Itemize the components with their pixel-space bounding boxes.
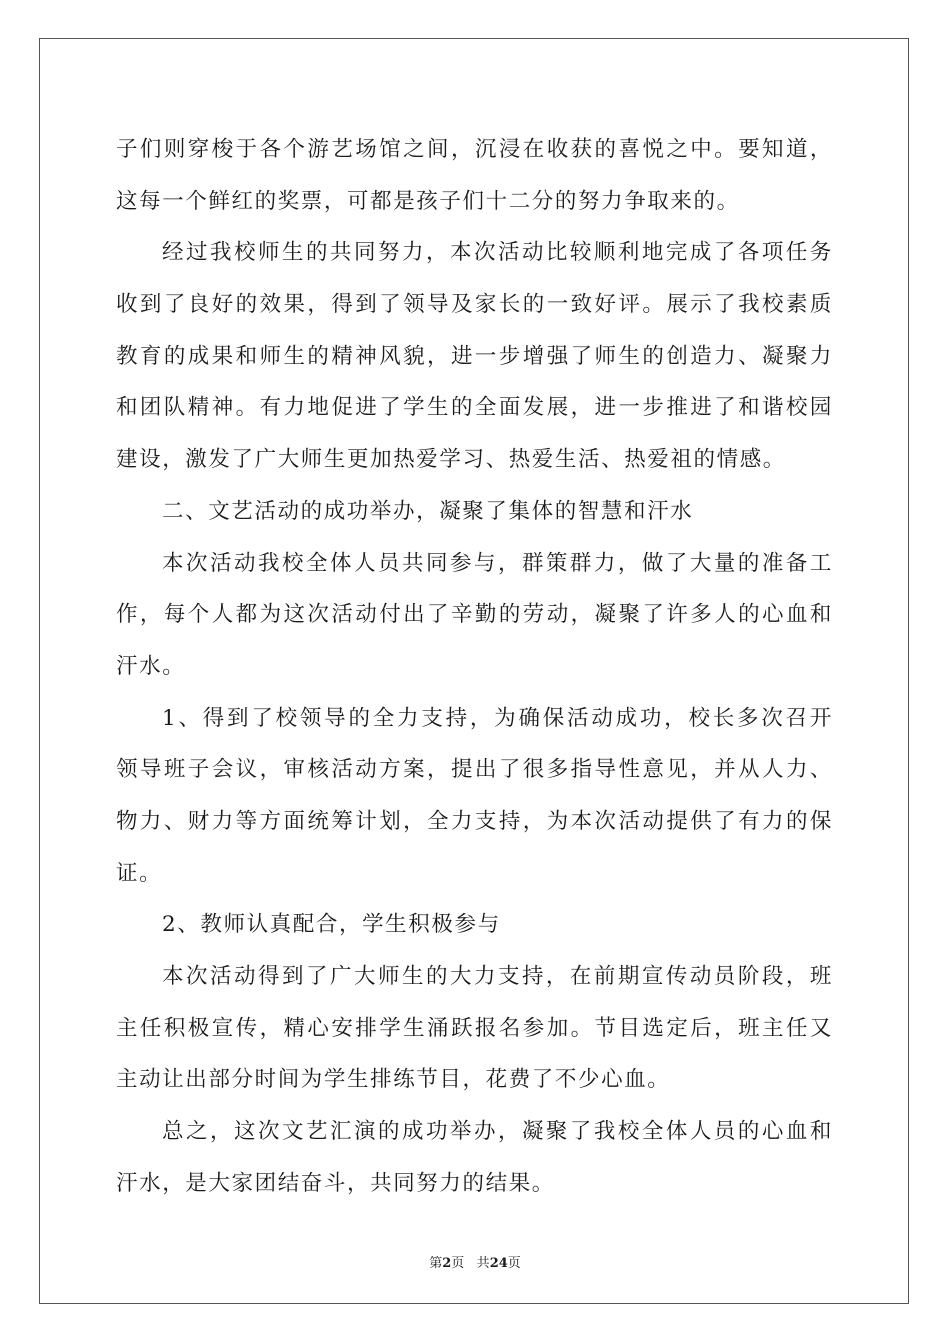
paragraph-start-line: 经过我校师生的共同努力，本次活动比较顺利地完成了各项任务 xyxy=(162,240,833,266)
paragraph-start-line: 总之，这次文艺汇演的成功举办，凝聚了我校全体人员的心血和 xyxy=(162,1119,833,1145)
text-line: 证。 xyxy=(116,860,163,886)
section-heading: 二、文艺活动的成功举办，凝聚了集体的智慧和汗水 xyxy=(162,498,694,524)
text-line: 汗水，是大家团结奋斗，共同努力的结果。 xyxy=(116,1170,555,1196)
paragraph-start-line: 本次活动我校全体人员共同参与，群策群力，做了大量的准备工 xyxy=(162,550,833,576)
paragraph-start-line: 本次活动得到了广大师生的大力支持，在前期宣传动员阶段，班 xyxy=(162,964,833,989)
text-line: 物力、财力等方面统筹计划，全力支持，为本次活动提供了有力的保 xyxy=(116,808,833,834)
text-line: 建设，激发了广大师生更加热爱学习、热爱生活、热爱祖的情感。 xyxy=(116,447,786,473)
text-line: 作，每个人都为这次活动付出了辛勤的劳动，凝聚了许多人的心血和 xyxy=(116,602,833,628)
text-line: 领导班子会议，审核活动方案，提出了很多指导性意见，并从人力、 xyxy=(116,757,833,783)
total-pages: 24 xyxy=(489,1256,508,1271)
text-line: 教育的成果和师生的精神风貌，进一步增强了师生的创造力、凝聚力 xyxy=(116,343,833,369)
subsection-heading: 2、教师认真配合，学生积极参与 xyxy=(162,912,501,938)
page-prefix: 第 xyxy=(429,1256,443,1271)
text-line: 主动让出部分时间为学生排练节目，花费了不少心血。 xyxy=(116,1067,671,1093)
page-footer xyxy=(0,1252,950,1271)
page-suffix: 页 xyxy=(451,1256,465,1271)
total-suffix: 页 xyxy=(507,1256,521,1271)
page-number: 2 xyxy=(442,1256,452,1271)
text-line: 汗水。 xyxy=(116,653,186,679)
text-line: 主任积极宣传，精心安排学生涌跃报名参加。节目选定后，班主任又 xyxy=(116,1015,833,1041)
text-line: 这每一个鲜红的奖票，可都是孩子们十二分的努力争取来的。 xyxy=(116,188,740,214)
text-line: 收到了良好的效果，得到了领导及家长的一致好评。展示了我校素质 xyxy=(116,292,833,318)
document-body xyxy=(116,124,833,1209)
total-prefix: 共 xyxy=(476,1256,490,1271)
text-line: 和团队精神。有力地促进了学生的全面发展，进一步推进了和谐校园 xyxy=(116,395,833,421)
paragraph-start-line: 1、得到了校领导的全力支持，为确保活动成功，校长多次召开 xyxy=(162,705,833,731)
text-line: 子们则穿梭于各个游艺场馆之间，沉浸在收获的喜悦之中。要知道， xyxy=(116,137,833,162)
